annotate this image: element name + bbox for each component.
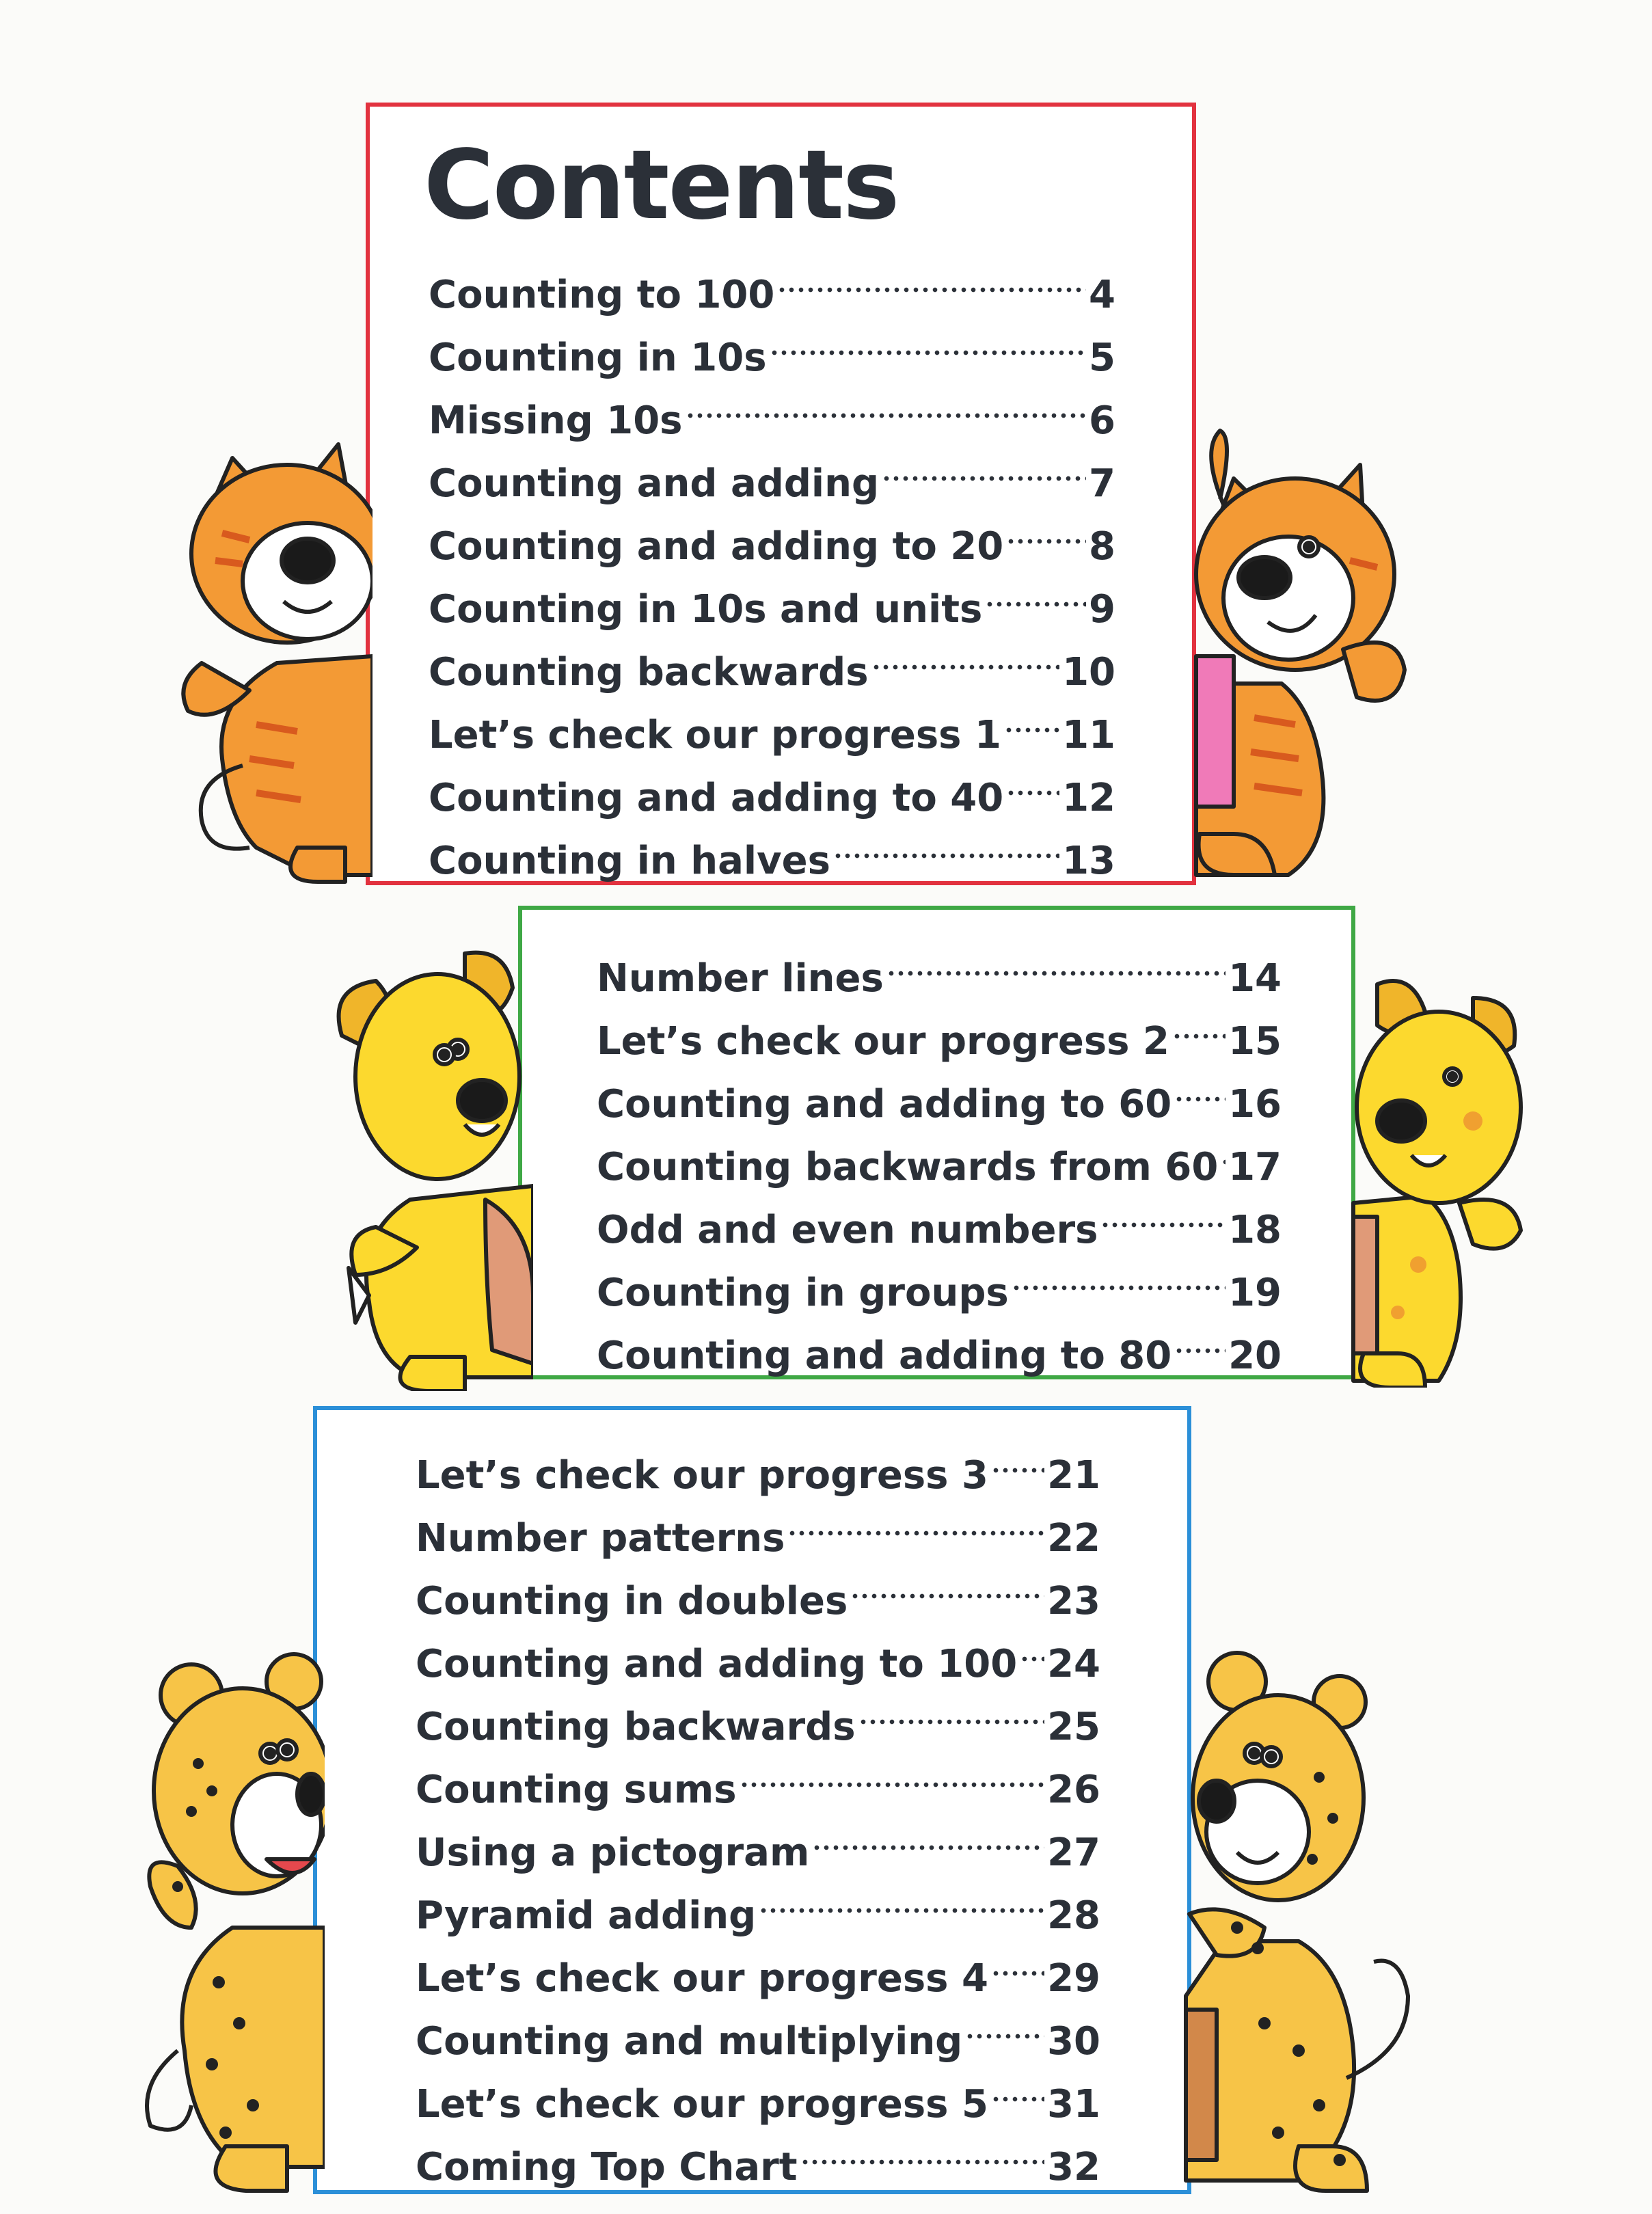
toc-entry-title: Coming Top Chart xyxy=(416,2145,798,2189)
toc-entry-title: Counting and adding to 40 xyxy=(429,776,1004,820)
toc-entry-title: Counting in 10s xyxy=(429,336,767,380)
toc-entry[interactable] xyxy=(416,1425,1100,1498)
toc-entry-title: Using a pictogram xyxy=(416,1831,810,1875)
toc-entry-page: 30 xyxy=(1047,2019,1100,2064)
leopard-icon xyxy=(1182,1641,1422,2194)
toc-entry-page: 15 xyxy=(1228,1019,1282,1064)
toc-entry-title: Counting backwards from 60 xyxy=(597,1145,1219,1189)
toc-entry-title: Let’s check our progress 3 xyxy=(416,1453,988,1498)
toc-entry-page: 26 xyxy=(1047,1768,1100,1812)
toc-entry-page: 12 xyxy=(1062,776,1115,820)
toc-entry-title: Counting in doubles xyxy=(416,1579,848,1623)
toc-entry-title: Counting and adding to 100 xyxy=(416,1642,1018,1686)
toc-entry-title: Counting and adding to 80 xyxy=(597,1334,1172,1378)
toc-entry-page: 19 xyxy=(1228,1271,1282,1315)
toc-entry-title: Missing 10s xyxy=(429,399,683,443)
toc-entry-page: 17 xyxy=(1228,1145,1282,1189)
puppy-icon xyxy=(328,940,533,1391)
toc-entry-page: 5 xyxy=(1089,336,1115,380)
toc-list-red xyxy=(429,245,1115,883)
toc-entry-title: Counting and adding to 20 xyxy=(429,524,1004,569)
toc-entry-page: 31 xyxy=(1047,2082,1100,2127)
toc-list-green xyxy=(597,928,1282,1378)
toc-entry-title: Let’s check our progress 2 xyxy=(597,1019,1169,1064)
toc-entry-page: 16 xyxy=(1228,1082,1282,1126)
toc-entry-title: Let’s check our progress 1 xyxy=(429,713,1001,757)
toc-entry[interactable] xyxy=(597,928,1282,1001)
toc-entry-page: 24 xyxy=(1047,1642,1100,1686)
toc-entry-title: Counting in 10s and units xyxy=(429,587,983,632)
cat-icon xyxy=(174,437,373,889)
toc-entry-page: 22 xyxy=(1047,1516,1100,1561)
toc-entry-page: 14 xyxy=(1228,956,1282,1001)
toc-entry-title: Pyramid adding xyxy=(416,1893,757,1938)
toc-entry-page: 18 xyxy=(1228,1208,1282,1252)
toc-entry[interactable] xyxy=(429,245,1115,317)
toc-list-blue xyxy=(416,1425,1100,2189)
toc-entry-page: 11 xyxy=(1062,713,1115,757)
toc-entry-page: 28 xyxy=(1047,1893,1100,1938)
toc-entry-title: Counting and multiplying xyxy=(416,2019,963,2064)
toc-entry-page: 32 xyxy=(1047,2145,1100,2189)
toc-entry-page: 7 xyxy=(1089,461,1115,506)
toc-entry-page: 9 xyxy=(1089,587,1115,632)
toc-entry-page: 27 xyxy=(1047,1831,1100,1875)
toc-entry-page: 8 xyxy=(1089,524,1115,569)
toc-entry-page: 4 xyxy=(1089,273,1115,317)
toc-entry-title: Counting to 100 xyxy=(429,273,775,317)
toc-entry-title: Counting backwards xyxy=(429,650,869,694)
toc-entry-title: Let’s check our progress 5 xyxy=(416,2082,988,2127)
toc-entry-title: Counting sums xyxy=(416,1768,737,1812)
page-title: Contents xyxy=(424,130,899,241)
toc-entry-title: Counting and adding to 60 xyxy=(597,1082,1172,1126)
toc-entry-title: Counting in groups xyxy=(597,1271,1009,1315)
toc-entry-title: Number patterns xyxy=(416,1516,785,1561)
toc-entry-title: Counting and adding xyxy=(429,461,880,506)
puppy-icon xyxy=(1350,971,1528,1388)
toc-entry-page: 10 xyxy=(1062,650,1115,694)
toc-entry-title: Odd and even numbers xyxy=(597,1208,1098,1252)
toc-entry-page: 6 xyxy=(1089,399,1115,443)
toc-entry-title: Let’s check our progress 4 xyxy=(416,1956,988,2001)
toc-entry-page: 23 xyxy=(1047,1579,1100,1623)
toc-entry-title: Counting in halves xyxy=(429,839,830,883)
cat-icon xyxy=(1193,424,1411,889)
toc-entry-page: 21 xyxy=(1047,1453,1100,1498)
toc-entry-title: Number lines xyxy=(597,956,884,1001)
toc-entry-title: Counting backwards xyxy=(416,1705,856,1749)
toc-entry-page: 25 xyxy=(1047,1705,1100,1749)
toc-entry-page: 13 xyxy=(1062,839,1115,883)
leopard-icon xyxy=(137,1641,325,2194)
toc-entry-page: 20 xyxy=(1228,1334,1282,1378)
toc-entry-page: 29 xyxy=(1047,1956,1100,2001)
